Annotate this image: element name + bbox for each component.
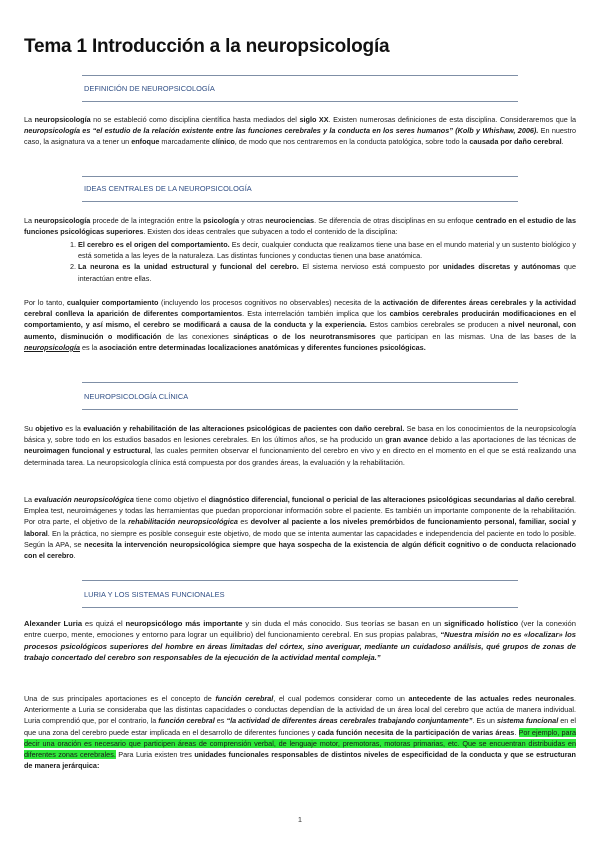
section-divider-bottom xyxy=(82,409,518,410)
list-item: 1. El cerebro es el origen del comportamiento. Es decir, cualquier conducta que realizamos tiene una base en el mundo material y un sustento biológico y está sometida a las leyes de la naturaleza. Las distintas funciones y conductas tienen una base anatómica. xyxy=(78,239,576,261)
page-title: Tema 1 Introducción a la neuropsicología xyxy=(24,36,390,57)
paragraph-ideas-intro: La neuropsicología procede de la integración entre la psicología y otras neurociencias. Se diferencia de otras disciplinas en su enfoque centrado en el estudio de las funciones psicológicas superiores. Existen dos ideas centrales que subyacen a todo el contenido de la disciplina: xyxy=(24,216,576,237)
highlighted-text: Por ejemplo, para decir una oración es necesario que participen áreas de comprensión verbal, de lenguaje motor, premotoras, motoras primarias, etc. Que se encuentran distribuidas en diferentes zonas cerebrales. xyxy=(24,727,576,760)
section-divider-top xyxy=(82,75,518,76)
paragraph-evaluacion: La evaluación neuropsicológica tiene como objetivo el diagnóstico diferencial, funcional o pericial de las alteraciones psicológicas secundarias al daño cerebral. Emplea test, neuroimágenes y todas las herramientas que puedan proporcionar información sobre el paciente. Es también un importante componente de la rehabilitación. Por otra parte, el objetivo de la rehabilitación neuropsicológica es devolver al paciente a los niveles premórbidos de funcionamiento personal, familiar, social y laboral. En la práctica, no siempre es posible conseguir este objetivo, de modo que se intenta aumentar las capacidades e independencia del paciente en todo lo posible. Según la APA, se necesita la intervención neuropsicológica siempre que haya sospecha de la existencia de algún déficit cognitivo o de conducta relacionado con el cerebro. xyxy=(24,495,577,561)
paragraph-funcion-cerebral: Una de sus principales aportaciones es el concepto de función cerebral, el cual podemos considerar como un antecedente de las actuales redes neuronales. Anteriormente a Luria se consideraba que las distintas capacidades o conductas dependían de la actividad de un área local del cerebro que actúa de manera individual. Luria comprendió que, por el contrario, la función cerebral es “la actividad de diferentes áreas cerebrales trabajando conjuntamente”. Es un sistema funcional en el que una zona del cerebro puede estar implicada en el desarrollo de diferentes funciones y cada función necesita de la participación de varias áreas. Por ejemplo, para decir una oración es necesario que participen áreas de comprensión verbal, de lenguaje motor, premotoras, motoras primarias, etc. Que se encuentran distribuidas en diferentes zonas cerebrales. Para Luria existen tres unidades funcionales responsables de distintos niveles de especificidad de la conducta y que se estructuran de manera jerárquica: xyxy=(24,694,576,771)
ideas-list xyxy=(24,239,576,284)
page-number: 1 xyxy=(297,815,303,824)
section-divider-bottom xyxy=(82,101,518,102)
list-item: 2. La neurona es la unidad estructural y funcional del cerebro. El sistema nervioso está compuesto por unidades discretas y autónomas que interactúan entre ellas. xyxy=(78,261,576,283)
paragraph-clinica: Su objetivo es la evaluación y rehabilitación de las alteraciones psicológicas de pacientes con daño cerebral. Se basa en los conocimientos de la neuropsicología básica y, sobre todo en los estudios basados en lesiones cerebrales. En los últimos años, se ha producido un gran avance debido a las aportaciones de las técnicas de neuroimagen funcional y estructural, las cuales permiten observar el funcionamiento del cerebro en vivo y en directo en el momento en el que se está realizando una determinada tarea. La neuropsicología clínica está compuesta por dos grandes áreas, la evaluación y la rehabilitación. xyxy=(24,424,577,467)
section-divider-top xyxy=(82,580,518,581)
paragraph-definicion: La neuropsicología no se estableció como disciplina científica hasta mediados del siglo XX. Existen numerosas definiciones de esta disciplina. Consideraremos que la neuropsicología es “el estudio de la relación existente entre las funciones cerebrales y la conducta en los seres humanos” (Kolb y Whishaw, 2006). En nuestro caso, la asignatura va a tener un enfoque marcadamente clínico, de modo que nos centraremos en la conducta patológica, sobre todo la causada por daño cerebral. xyxy=(24,115,576,147)
section-heading-ideas-centrales: IDEAS CENTRALES DE LA NEUROPSICOLOGÍA xyxy=(84,184,252,193)
section-heading-luria: LURIA Y LOS SISTEMAS FUNCIONALES xyxy=(84,590,225,599)
section-divider-top xyxy=(82,382,518,383)
section-divider-bottom xyxy=(82,201,518,202)
section-heading-clinica: NEUROPSICOLOGÍA CLÍNICA xyxy=(84,392,189,401)
section-divider-top xyxy=(82,176,518,177)
paragraph-luria: Alexander Luria es quizá el neuropsicólogo más importante y sin duda el más conocido. Sus teorías se basan en un significado holístico (ver la conexión entre cuerpo, mente, emociones y entorno para lograr un equilibrio) del funcionamiento cerebral. En sus propias palabras, “Nuestra misión no es «localizar» los procesos psicológicos superiores del hombre en áreas limitadas del córtex, sino averiguar, mediante un cuidadoso análisis, qué grupos de zonas de trabajo concertado del cerebro son responsables de la ejecución de la actividad mental compleja.” xyxy=(24,619,577,663)
paragraph-comportamiento: Por lo tanto, cualquier comportamiento (incluyendo los procesos cognitivos no observables) necesita de la activación de diferentes áreas cerebrales y la actividad cerebral conlleva la aparición de diferentes comportamientos. Esta interrelación también implica que los cambios cerebrales producirán modificaciones en el comportamiento, y así mismo, el cerebro se modificará a causa de la conducta y la experiencia. Estos cambios cerebrales se producen a nivel neuronal, con aumento, disminución o modificación de las conexiones sinápticas o de los neurotransmisores que participan en las mismas. Una de las bases de la neuropsicología es la asociación entre determinadas localizaciones anatómicas y diferentes funciones psicológicas. xyxy=(24,298,577,352)
section-divider-bottom xyxy=(82,607,518,608)
section-heading-definicion: DEFINICIÓN DE NEUROPSICOLOGÍA xyxy=(84,84,215,93)
